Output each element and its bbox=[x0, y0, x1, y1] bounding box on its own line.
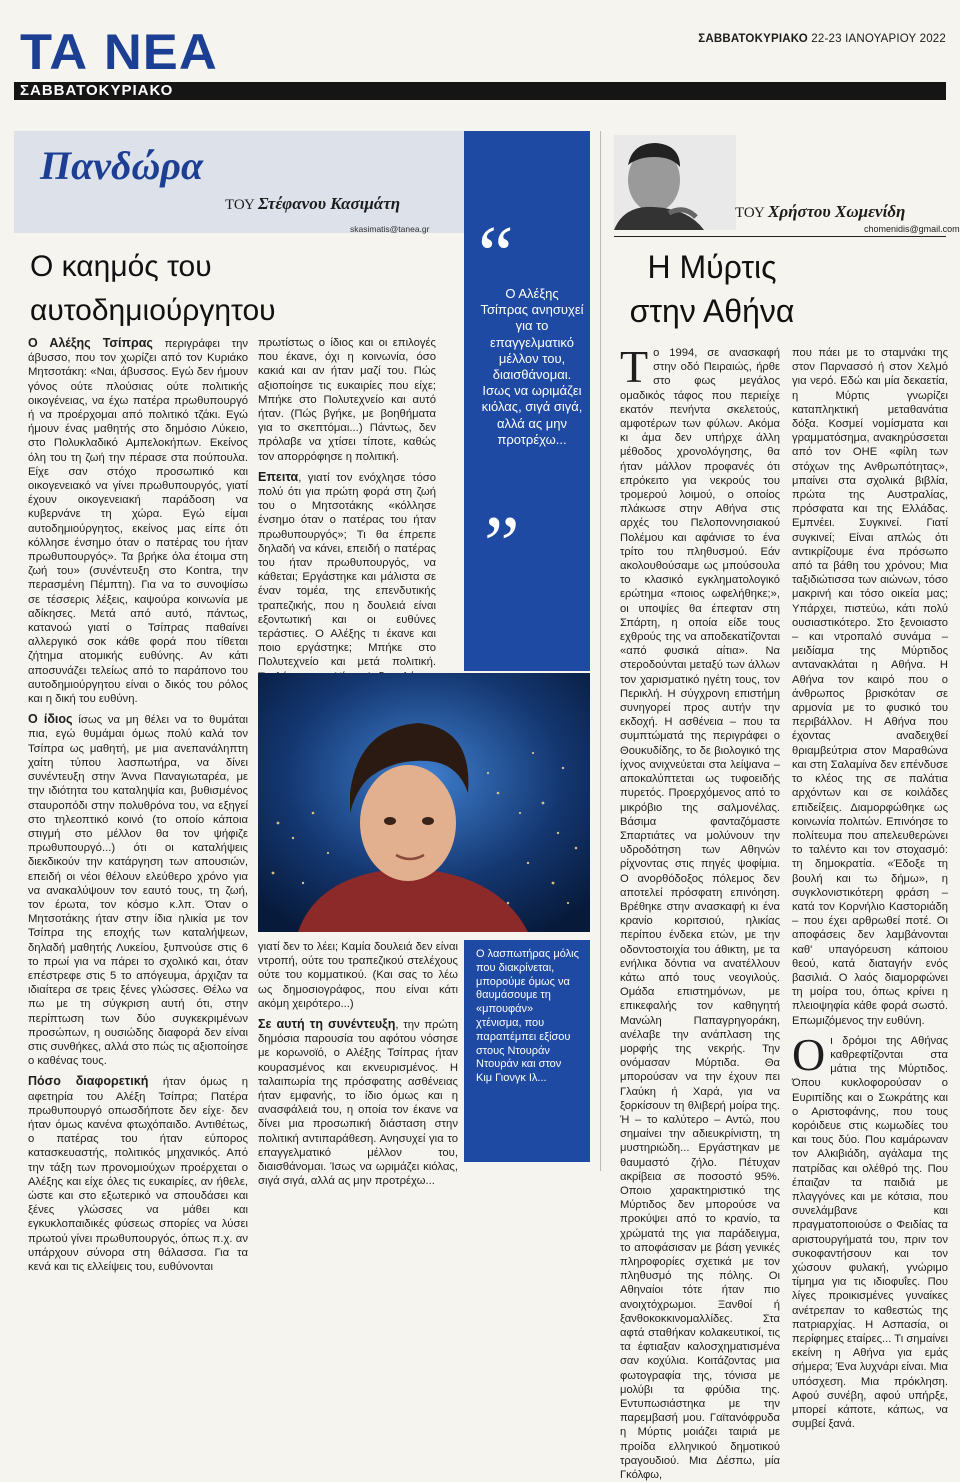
photo-caption: Ο λασπωτήρας μόλις που διακρίνεται, μπορούμε όμως να θαυμάσουμε τη «μπουφάν» χτένισμα, που παραπέμπει εξίσου στους Ντουράν Ντουράν και στον Κιμ Γιονγκ Ιλ... bbox=[476, 948, 579, 1085]
paragraph: Επειτα, γιατί τον ενόχλησε τόσο πολύ ότι για πρώτη φορά στη ζωή του ο Μητσοτάκης «κόλλησε ένσημο όταν ο πατέρας του ήταν πρωθυπουργός»; Τι θα έπρεπε δηλαδή να κάνει, επειδή ο πατέρας του ήταν πρωθυπουργός, να κάθεται; Εργάστηκε και μάλιστα σε έναν τομέα, της επενδυτικής τραπεζικής, που η δουλειά είναι εξοντωτική και οι ευθύνες τεράστιες. Ο Αλέξης τι έκανε και ποιο εργάστηκε; Μπήκε στο Πολυτεχνείο και μετά πολιτική. bbox=[258, 469, 436, 669]
byline-author: Χρήστου Χωμενίδη bbox=[768, 202, 906, 221]
byline bbox=[225, 194, 400, 214]
young-man-city-night-photo bbox=[258, 673, 590, 932]
article-photo bbox=[258, 673, 590, 932]
paragraph-lead: Επειτα bbox=[258, 469, 299, 484]
close-quote-icon: ” bbox=[484, 501, 520, 589]
article-body-col-1 bbox=[620, 341, 780, 1482]
headline-line-1: Ο καημός του bbox=[30, 250, 212, 283]
drop-cap: Τ bbox=[620, 341, 649, 392]
issue-date bbox=[698, 33, 946, 45]
open-quote-icon: “ bbox=[478, 211, 514, 299]
newspaper-logo: ΤΑ ΝΕΑ bbox=[20, 24, 218, 80]
header-rule bbox=[614, 236, 946, 237]
date-value: 22-23 ΙΑΝΟΥΑΡΙΟΥ 2022 bbox=[811, 33, 946, 45]
section-label: ΣΑΒΒΑΤΟΚΥΡΙΑΚΟ bbox=[20, 82, 174, 99]
drop-cap: Ο bbox=[792, 1028, 826, 1080]
author-portrait-photo bbox=[614, 135, 736, 230]
pull-quote: Ο Αλέξης Τσίπρας ανησυχεί για το επαγγελματικό μέλλον του, διαισθάνομαι. Ισως να ωριμάζει κιόλας, σιγά σιγά, αλλά ας μην προτρέχω... bbox=[480, 286, 584, 447]
paragraph-lead: Ο Αλέξης Τσίπρας bbox=[28, 336, 153, 350]
paragraph-lead: Πόσο διαφορετική bbox=[28, 1074, 149, 1089]
paragraph: Σε αυτή τη συνέντευξη, την πρώτη δημόσια παρουσία του αφότου νόσησε με κορωνοϊό, ο Αλέξης Τσίπρας ήταν κουρασμένος και εκνευρισμένος. Η ταλαιπωρία της πρόσφατης ασθένειας ήταν εμφανής, το ίδιο όμως και η ανασφάλειά του, η οποία τον έκανε να δίνει μια προσωπική διάσταση στην πολιτική αντιπαράθεση. Ανησυχεί για το επαγγελματικό μέλλον του, διαισθάνομαι. Ίσως να ωριμάζει κιόλας, σιγά σιγά, αλλά ας μην προτρέχω... bbox=[258, 1017, 458, 1188]
paragraph: Ο Αλέξης Τσίπρας περιγράφει την άβυσσο, που τον χωρίζει από τον Κυριάκο Μητσοτάκη: «Ναι, άβυσσος. Εγώ δεν ήμουν γόνος ούτε πλούσιας ούτε πολιτικής οικογένειας, να έχω πατέρα πρωθυπουργό ή να προέρχομαι από πολιτικό τζάκι. Εγώ ήμουν ένας μαθητής στο δημόσιο Λύκειο, στο Πολυκλαδικό Αμπελοκήπων. Εκείνος όλη του τη ζωή την πέρασε στα πούπουλα. Είχε σαν στόχο προσωπικό και οικογενειακό να γίνει πρωθυπουργός, γιατί έχουν οικογενειακή παράδοση να κυβερνάνε τη χώρα. Εγώ είμαι αυτοδημιούργητος, εκείνος μας είπε ότι κόλλησε ένσημο όταν ο πατέρας του ήταν πρωθυπουργός». Τα βρήκε όλα έτοιμα στη ζωή του» (συνέντευξη στο Kontra, την περασμένη Πέμπτη). Για να το συνοψίσω σε τέσσερις λέξεις, καψούρα κοινωνία με αδίκησες. Μετά από αυτό, πάντως, κατανοώ γιατί ο Τσίπρας παθαίνει αλλεργικό σοκ κάθε φορά που τίθεται ζήτημα ατομικής ευθύνης. Αν κάτι αποσυνάζει τελείως από το παράπονο του αυτοδημιούργητου είναι ο δικός του ρόλος και η δική του ευθύνη. bbox=[28, 336, 249, 706]
paragraph: Πόσο διαφορετική ήταν όμως η αφετηρία του Αλέξη Τσίπρα; Πατέρα πρωθυπουργό οπωσδήποτε δεν είχε· δεν ήταν όμως κανένα φτωχόπαιδο. Αντιθέτως, ο πατέρας του ήταν εύπορος κατασκευαστής, πολιτικός μηχανικός. Από την τάξη των προνομιούχων προέρχεται ο Αλέξης και είχε όλες τις ευκαιρίες, αν ήθελε, ώστε και στο εξωτερικό να σπουδάσει και ξένες γλώσσες να μάθει και εγκυκλοπαιδικές φύσεως σπορίες να λύσει πρωτού γίνει πρωθυπουργός, όπως π.χ. αν υπάρχουν σύνορα στη θάλασσα. Για τα κενά και τις ελλείψεις του, ευθύνονται bbox=[28, 1074, 248, 1273]
headline-line-2: αυτοδημιούργητου bbox=[30, 294, 276, 327]
article-body-col-2 bbox=[792, 346, 948, 1431]
paragraph: πρωτίστως ο ίδιος και οι επιλογές που έκανε, όχι η κοινωνία, όσο κακιά και αν ήταν μαζί του. Πώς αξιοποίησε τις ευκαιρίες που είχε; Μπήκε στο Πολυτεχνείο και αυτό ήταν. (Πώς βγήκε, με βοηθήματα για το σκεπτόμαι...) Πάντως, δεν πρόλαβε να χτίσει τίποτε, καθώς τον απορρόφησε η πολιτική. bbox=[258, 337, 436, 463]
headline-line-2: στην Αθήνα bbox=[629, 293, 795, 329]
paragraph-lead: Ο ίδιος bbox=[28, 712, 73, 727]
article-body-col-2-continued bbox=[258, 940, 458, 1188]
byline-prefix: ΤΟΥ bbox=[225, 197, 255, 213]
byline bbox=[735, 202, 905, 222]
article-headline bbox=[30, 245, 450, 333]
author-portrait bbox=[614, 135, 736, 230]
column-divider bbox=[600, 131, 601, 1171]
paragraph-lead: Σε αυτή τη συνέντευξη bbox=[258, 1017, 396, 1032]
paragraph: που πάει με το σταμνάκι της στον Παρνασσό ή στον Χελμό για νερό. Εδώ και μία δεκαετία, η Μύρτις γνωρίζει καταπληκτική μεταθανάτια δόξα. Κοσμεί νομίσματα και γραμματόσημα, ανακηρύσσεται από τον ΟΗΕ «φίλη των στόχων της Ανθρωπότητας», μπαίνει στα σχολικά βιβλία, πρώτα της Αυστραλίας, πρόσφατα και της Ελλάδας. Εμπνέει. Συγκινεί. Γιατί συγκινεί; Είναι απλώς ότι αντικρίζουμε ένα πρόσωπο από τα βάθη του χρόνου; Μια ταξιδιώτισσα των αιώνων, τόσο μακρινή και τόσο οικεία μας; Υπάρχει, πιστεύω, κάτι πολύ ουσιαστικότερο. Στο ξενοιαστο – και ντροπαλό συνάμα – μειδίαμα της Μύρτιδος αντανακλάται η Αθήνα. Η Αθήνα τον καιρό που ο άνθρωπος βρισκόταν σε αρμονία με το φυσικό του περιβάλλον. Η Αθήνα που έχοντας αναδειχθεί θριαμβεύτρια στον Μαραθώνα και στη Σαλαμίνα δεν επένδυσε το κλέος της σε παλάτια αρχόντων και σε κοιλάδες επιδείξεις. Διαμορφώθηκε ως κοινωνία πολιτών. Επινόησε το πολίτευμα που απελευθερώνει το ταλέντο και τον στοχασμό: τη δημοκρατία. «Έδοξε τη βουλή και τω δήμω», η συγκλονιστικότερη φράση – κατά τον Κορνήλιο Καστοριάδη – που έχει αρθρωθεί ποτέ. Οι αποφάσεις δεν λαμβάνονται καθ' υπαγόρευση κάποιου θεού, κατά διαταγήν ενός βασιλιά. Ο λαός διαμορφώνει τη μοίρα του, όπως κρίνει η πλειοψηφία κάθε φορά σωστό. Επωμιζόμενος την ευθύνη. bbox=[792, 347, 948, 1027]
byline-author: Στέφανου Κασιμάτη bbox=[258, 194, 401, 213]
paragraph: γιατί δεν το λέει; Καμία δουλειά δεν είναι ντροπή, ούτε του τραπεζικού στελέχους ούτε του κομματικού. (Και σας το λέω ως δημοσιογράφος, που είναι κάτι ακόμη χειρότερο...) bbox=[258, 941, 458, 1010]
article-body-col-2 bbox=[258, 336, 436, 676]
paragraph: Οι δρόμοι της Αθήνας καθρεφτίζονται στα μάτια της Μύρτιδος. Όπου κυκλοφορούσαν ο Ευριπίδης και ο Σωκράτης και ο Αριστοφάνης, που τους κορόιδευε στις κωμωδίες του και τους δύο. Που καμάρωναν τον Αλκιβιάδη, αγάλαμα της πατρίδας και ολέθρό της. Που έπαιζαν τα παιδιά με πλαγγόνες και με κότσια, που συνελάμβανε και πραγματοποιούσε ο Φειδίας τα αριστουργήματά του, πριν τον συκοφαντήσουν και τον χώσουν φυλακή, γνώριμο τίμημα για τις ιδιοφυΐες. Που λίγες προικισμένες γυναίκες ανέτρεπαν το καθεστώς της πατριαρχίας. Η Ασπασία, οι περίφημες εταίρες... Τι σημαίνει εκείνη η Αθήνα για εμάς σήμερα; Ένα λυχνάρι είναι. Μια υπόσχεση. Μια πρόκληση. Αφού συνέβη, αφού υπήρξε, μπορεί κάποτε, κάπως, να συμβεί ξανά. bbox=[792, 1028, 948, 1431]
article-headline bbox=[622, 245, 802, 333]
author-email: chomenidis@gmail.com bbox=[864, 224, 960, 234]
headline-line-1: Η Μύρτις bbox=[647, 249, 777, 285]
author-email: skasimatis@tanea.gr bbox=[350, 224, 430, 234]
byline-prefix: ΤΟΥ bbox=[735, 205, 765, 221]
article-body-col-1 bbox=[28, 336, 249, 1273]
date-label: ΣΑΒΒΑΤΟΚΥΡΙΑΚΟ bbox=[698, 33, 808, 45]
paragraph: Το 1994, σε ανασκαφή στην οδό Πειραιώς, ήρθε στο φως μεγάλος ομαδικός τάφος που περιείχε εκατόν πενήντα σκελετούς, αμφοτέρων των φύλων. Ακόμα κι άμα δεν υπήρχε άλλη μέθοδος χρονολόγησης, θα ήταν μάλλον προφανές ότι επρόκειτο για νεκρούς του τρομερού λοιμού, ο οποίος πλάκωσε στην Αθήνα στις αρχές του Πελοποννησιακού Πολέμου και αφάνισε το ένα τρίτο του πληθυσμού. Εάν ακολουθούσαμε ως μπούσουλα το κλασικό εγκληματολογικό ερώτημα «ποιος ωφελήθηκε;», οι υποψίες θα έπεφταν στη Σπάρτη, η οποία είδε τους εχθρούς της να αποδεκατίζονται «από φυσικά αίτια». Να στεροδούνται μεταξύ των άλλων τον χαρισματικό ηγέτη τους, τον Περικλή. Η σύγχρονη επιστήμη συνηγορεί προς αυτήν την εκδοχή. Η ασθένεια – που τα συμπτώματά της περιγράφει ο Θουκυδίδης, το δε βιολογικό της ίχνος ανιχνεύεται στα λείψανα – αποκαλύπτεται ως τυφοειδής πυρετός. Προερχόμενος από το μικρόβιο της σαλμονέλας. Βάσιμα φανταζόμαστε Σπαρτιάτες να μολύνουν την υδροδότηση των Αθηνών ρίχνοντας στις πηγές ψοφίμια. Ο ανορθόδοξος πόλεμος δεν αποτελεί πρόσφατη επινόηση. Βρέθηκε στην ανασκαφή κι ένα κρανίο κοριτσιού, ηλικίας περίπου ένδεκα ετών, με την οδοντοστοιχία του άθικτη, με τα ενήλικα δόντια να ανατέλλουν κάτω από τους νεογιλούς. Ομάδα επιστημόνων, με επικεφαλής τον καθηγητή Μανώλη Παπαγρηγοράκη, ανέλαβε την ανάπλαση της μορφής της νεκρής. Την ονόμασαν Μύρτιδα. Θα μπορούσαν να την έχουν πει Γλαύκη ή Χαρά, για να ξορκίσουν τη θλιβερή μοίρα της. Ή – το καλύτερο – Αντώ, που σημαίνει την αδιευκρίνιστη, τη μυστηριώδη... Εργάστηκαν με θαυμαστό ζήλο. Πέτυχαν ακρίβεια σε ποσοστό 95%. Οποιο χαρακτηριστικό της Μύρτιδος δεν μπορούσε να προκύψει από το κρανίο, τα χρώματά της για παράδειγμα, το αποφάσισαν με βάση γενικές πληροφορίες σχετικά με τον πληθυσμό της πόλης. Οι Αθηναίοι τότε ήταν πιο ανοιχτόχρωμοι. Ξανθοί ή ξανθοκοκκινομαλλίδες. Στα αφτά σταθήκαν κολακευτικοί, τις τα έφτιαξαν καλοσχηματισμένα σαν κοχύλια. Κοιτάζοντας μια φωτογραφία της, τόνισα με μολύβι τα φρύδια της. Εντυπωσιάστηκα με την παρεμβασή μου. Γαϊτανόφρυδα η Μύρτις μοιάζει ταιριά με προίδα ελληνικού δημοτικού τραγουδιού. Μια Δέσπω, μία Γκόλφω, bbox=[620, 341, 780, 1482]
column-name: Πανδώρα bbox=[40, 143, 204, 188]
paragraph: Ο ίδιος ίσως να μη θέλει να το θυμάται πια, εγώ θυμάμαι όμως πολύ καλά τον Τσίπρα ως μαθητή, με μια ανεπανάληπτη χαίτη τύπου λασπωτήρα, να δίνει συνέντευξη στην Άννα Παναγιωταρέα, με την ιδιότητα του καταληψία και, βυθισμένος σταυροπόδι στην πολυθρόνα του, να εξηγεί στο τηλεοπτικό κοινό (το οποίο κάποια στιγμή στο μέλλον θα τον ψήφιζε πρωθυπουργό...) ότι οι καταλήψεις διεκδικούν την κατάργηση των απουσιών, επειδή οι νέοι θέλουν ελεύθερο χρόνο για να ανακαλύψουν τον εαυτό τους, τη ζωή, τον έρωτα, τον κόσμο κ.λπ. Όταν ο Μητσοτάκης ήταν στην ίδια ηλικία με τον Τσίπρα της εποχής των καταλήψεων, δηλαδή μαθητής Λυκείου, ξυπνούσε στις 6 το πρωί για να πάρει το σχολικό και, όταν επέστρεφε στις 5 το απόγευμα, άρχιζαν τα ιδιαίτερα σε τρεις ξένες γλώσσες. Θέλω να πω με τη σύγκριση αυτή ότι, στην περίπτωση των δύο συγκεκριμένων προσώπων, η ουσιώδης διαφορά δεν είναι στις συνθήκες, αλλά στο πώς τις αξιοποίησε ο καθένας τους. bbox=[28, 712, 249, 1068]
